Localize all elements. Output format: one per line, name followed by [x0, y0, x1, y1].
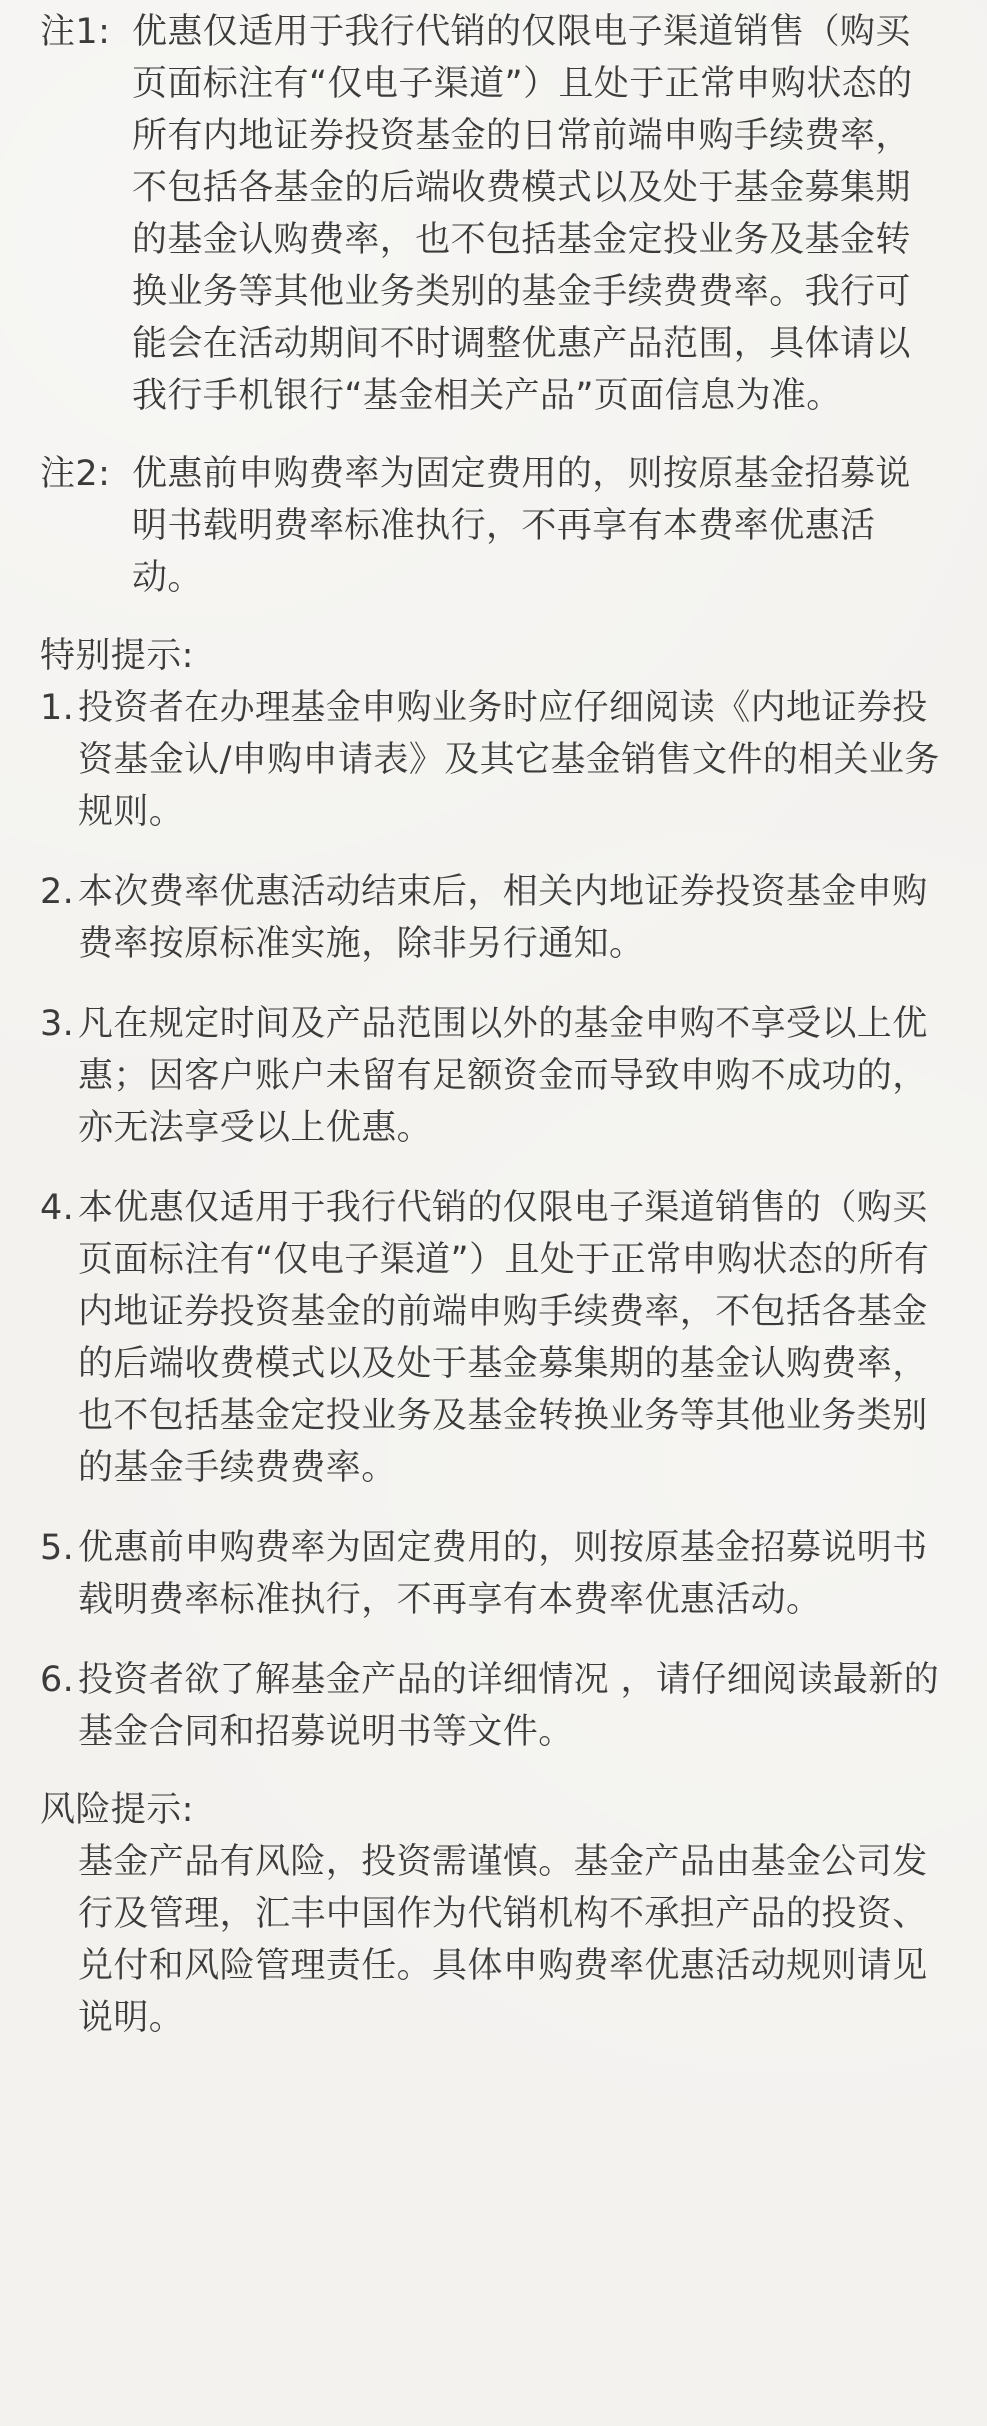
special-tip-4 [40, 1182, 943, 1494]
special-tip-6 [40, 1654, 943, 1758]
note-1 [40, 6, 943, 422]
special-tip-6-text: 投资者欲了解基金产品的详细情况 ，请仔细阅读最新的基金合同和招募说明书等文件。 [78, 1660, 940, 1752]
special-tip-4-text: 本优惠仅适用于我行代销的仅限电子渠道销售的（购买页面标注有“仅电子渠道”）且处于正常申购状态的所有内地证券投资基金的前端申购手续费率，不包括各基金的后端收费模式以及处于基金募集期的基金认购费率，也不包括基金定投业务及基金转换业务等其他业务类别的基金手续费费率。 [78, 1188, 930, 1488]
special-tips-heading: 特别提示: [40, 636, 194, 676]
note-2-label: 注2: [40, 454, 111, 494]
special-tip-4-number: 4. [40, 1188, 75, 1228]
special-tip-1-number: 1. [40, 688, 75, 728]
special-tip-3 [40, 998, 943, 1154]
special-tip-3-text: 凡在规定时间及产品范围以外的基金申购不享受以上优惠；因客户账户未留有足额资金而导致申购不成功的，亦无法享受以上优惠。 [78, 1004, 928, 1148]
special-tip-1 [40, 682, 943, 838]
note-1-text: 优惠仅适用于我行代销的仅限电子渠道销售（购买页面标注有“仅电子渠道”）且处于正常申购状态的所有内地证券投资基金的日常前端申购手续费率，不包括各基金的后端收费模式以及处于基金募集期的基金认购费率，也不包括基金定投业务及基金转换业务等其他业务类别的基金手续费费率。我行可能会在活动期间不时调整优惠产品范围，具体请以我行手机银行“基金相关产品”页面信息为准。 [132, 12, 913, 416]
special-tip-6-number: 6. [40, 1660, 75, 1700]
special-tip-1-text: 投资者在办理基金申购业务时应仔细阅读《内地证券投资基金认/申购申请表》及其它基金销售文件的相关业务规则。 [78, 688, 940, 832]
special-tip-5-text: 优惠前申购费率为固定费用的，则按原基金招募说明书载明费率标准执行，不再享有本费率优惠活动。 [78, 1528, 928, 1620]
special-tip-5-number: 5. [40, 1528, 75, 1568]
note-2 [40, 448, 943, 604]
risk-heading: 风险提示: [40, 1790, 194, 1830]
special-tip-3-number: 3. [40, 1004, 75, 1044]
note-2-text: 优惠前申购费率为固定费用的，则按原基金招募说明书载明费率标准执行，不再享有本费率优惠活动。 [132, 454, 911, 598]
note-1-label: 注1: [40, 12, 111, 52]
special-tip-2 [40, 866, 943, 970]
special-tip-2-text: 本次费率优惠活动结束后，相关内地证券投资基金申购费率按原标准实施，除非另行通知。 [78, 872, 928, 964]
special-tip-5 [40, 1522, 943, 1626]
risk-text: 基金产品有风险，投资需谨慎。基金产品由基金公司发行及管理，汇丰中国作为代销机构不承担产品的投资、兑付和风险管理责任。具体申购费率优惠活动规则请见说明。 [78, 1842, 928, 2038]
special-tip-2-number: 2. [40, 872, 75, 912]
